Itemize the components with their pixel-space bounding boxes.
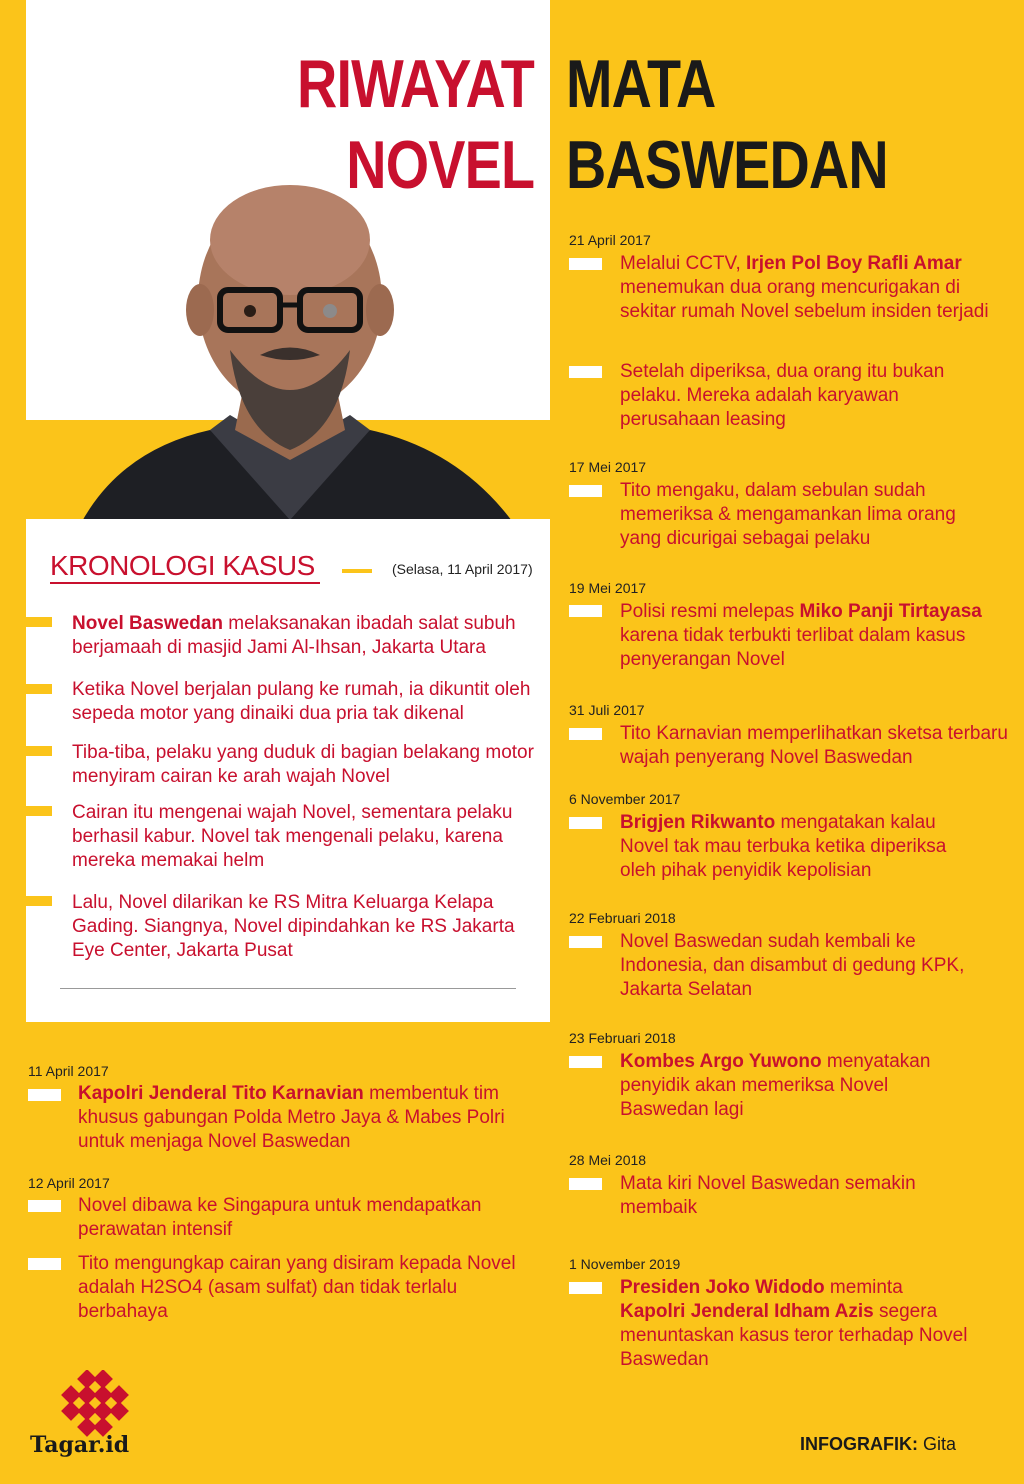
credit bbox=[800, 1434, 956, 1455]
timeline-date: 22 Februari 2018 bbox=[569, 910, 676, 926]
timeline-entry-bold: Kapolri Jenderal Idham Azis bbox=[620, 1301, 874, 1322]
timeline-entry bbox=[78, 1194, 548, 1242]
kronologi-item bbox=[72, 891, 542, 963]
timeline-entry-text: menyatakan penyidik akan memeriksa Novel Baswedan lagi bbox=[620, 1051, 931, 1120]
timeline-date: 23 Februari 2018 bbox=[569, 1030, 676, 1046]
timeline-entry bbox=[620, 479, 1000, 551]
left-ear bbox=[186, 284, 214, 336]
kronologi-item-text: melaksanakan ibadah salat subuh berjamaah di masjid Jami Al-Ihsan, Jakarta Utara bbox=[72, 613, 516, 658]
timeline-marker bbox=[569, 258, 602, 270]
timeline-entry-text: Novel dibawa ke Singapura untuk mendapatkan perawatan intensif bbox=[78, 1195, 482, 1240]
timeline-date: 31 Juli 2017 bbox=[569, 702, 645, 718]
timeline-entry-text: Tito mengaku, dalam sebulan sudah memeriksa & mengamankan lima orang yang dicurigai sebagai pelaku bbox=[620, 480, 956, 549]
timeline-entry-text: meminta bbox=[824, 1277, 903, 1298]
timeline-entry-text: Tito mengungkap cairan yang disiram kepada Novel adalah H2SO4 (asam sulfat) dan tidak terlalu berbahaya bbox=[78, 1253, 516, 1322]
timeline-entry-bold: Miko Panji Tirtayasa bbox=[799, 601, 982, 622]
timeline-date: 1 November 2019 bbox=[569, 1256, 681, 1272]
list-marker bbox=[26, 684, 52, 694]
right-ear bbox=[366, 284, 394, 336]
kronologi-item bbox=[72, 612, 542, 660]
left-eye bbox=[244, 305, 256, 317]
timeline-entry-bold: Kapolri Jenderal Tito Karnavian bbox=[78, 1083, 364, 1104]
timeline-entry-bold: Irjen Pol Boy Rafli Amar bbox=[746, 253, 962, 274]
kronologi-underline bbox=[50, 582, 320, 584]
timeline-entry bbox=[620, 930, 1000, 1002]
timeline-entry bbox=[620, 1050, 980, 1122]
list-marker bbox=[26, 746, 52, 756]
timeline-entry-text: Mata kiri Novel Baswedan semakin membaik bbox=[620, 1173, 916, 1218]
timeline-entry-text: karena tidak terbukti terlibat dalam kasus penyerangan Novel bbox=[620, 625, 966, 670]
timeline-marker bbox=[569, 728, 602, 740]
kronologi-item bbox=[72, 801, 542, 873]
timeline-entry-text: mengatakan kalau Novel tak mau terbuka ketika diperiksa oleh pihak penyidik kepolisian bbox=[620, 812, 947, 881]
timeline-entry bbox=[620, 360, 980, 432]
timeline-date: 12 April 2017 bbox=[28, 1175, 110, 1191]
timeline-entry bbox=[620, 600, 1000, 672]
timeline-marker bbox=[569, 1056, 602, 1068]
kronologi-item-text: Tiba-tiba, pelaku yang duduk di bagian belakang motor menyiram cairan ke arah wajah Novel bbox=[72, 742, 534, 787]
kronologi-item bbox=[72, 678, 542, 726]
portrait-photo bbox=[60, 180, 520, 525]
timeline-entry bbox=[620, 1276, 980, 1372]
kronologi-dash bbox=[342, 569, 372, 573]
timeline-entry-text: Setelah diperiksa, dua orang itu bukan pelaku. Mereka adalah karyawan perusahaan leasing bbox=[620, 361, 945, 430]
timeline-entry bbox=[620, 722, 1010, 770]
title-baswedan: BASWEDAN bbox=[566, 127, 888, 203]
kronologi-item-text: Cairan itu mengenai wajah Novel, sementara pelaku berhasil kabur. Novel tak mengenali pelaku, karena mereka memakai helm bbox=[72, 802, 513, 871]
right-eye bbox=[323, 304, 337, 318]
title-riwayat: RIWAYAT bbox=[297, 46, 534, 122]
timeline-entry bbox=[78, 1252, 548, 1324]
timeline-entry bbox=[620, 811, 980, 883]
timeline-entry-pre: Polisi resmi melepas bbox=[620, 601, 800, 622]
timeline-marker bbox=[28, 1200, 61, 1212]
title-mata: MATA bbox=[566, 46, 716, 122]
timeline-entry-text: membentuk tim khusus gabungan Polda Metro Jaya & Mabes Polri untuk menjaga Novel Baswedan bbox=[78, 1083, 505, 1152]
timeline-entry-bold: Kombes Argo Yuwono bbox=[620, 1051, 822, 1072]
list-marker bbox=[26, 617, 52, 627]
timeline-marker bbox=[569, 817, 602, 829]
timeline-entry bbox=[620, 252, 1000, 324]
timeline-marker bbox=[28, 1089, 61, 1101]
timeline-entry-text: menemukan dua orang mencurigakan di sekitar rumah Novel sebelum insiden terjadi bbox=[620, 277, 989, 322]
timeline-entry bbox=[78, 1082, 548, 1154]
timeline-marker bbox=[569, 366, 602, 378]
timeline-date: 6 November 2017 bbox=[569, 791, 681, 807]
timeline-marker bbox=[28, 1258, 61, 1270]
timeline-entry-text: Tito Karnavian memperlihatkan sketsa terbaru wajah penyerang Novel Baswedan bbox=[620, 723, 1008, 768]
kronologi-item bbox=[72, 741, 542, 789]
timeline-marker bbox=[569, 936, 602, 948]
title-novel: NOVEL bbox=[346, 127, 534, 203]
kronologi-date: (Selasa, 11 April 2017) bbox=[392, 561, 533, 577]
kronologi-heading: KRONOLOGI KASUS bbox=[50, 550, 315, 581]
kronologi-item-bold: Novel Baswedan bbox=[72, 613, 223, 634]
list-marker bbox=[26, 806, 52, 816]
kronologi-separator bbox=[60, 988, 516, 989]
timeline-entry-bold: Brigjen Rikwanto bbox=[620, 812, 776, 833]
credit-name: Gita bbox=[917, 1434, 956, 1454]
timeline-date: 28 Mei 2018 bbox=[569, 1152, 647, 1168]
timeline-entry-text: segera menuntaskan kasus teror terhadap Novel Baswedan bbox=[620, 1301, 968, 1370]
timeline-marker bbox=[569, 605, 602, 617]
logo-text: Tagar.id bbox=[30, 1432, 130, 1458]
timeline-entry-pre: Melalui CCTV, bbox=[620, 253, 747, 274]
timeline-marker bbox=[569, 1282, 602, 1294]
timeline-date: 19 Mei 2017 bbox=[569, 580, 647, 596]
list-marker bbox=[26, 896, 52, 906]
kronologi-item-text: Lalu, Novel dilarikan ke RS Mitra Keluarga Kelapa Gading. Siangnya, Novel dipindahkan ke RS Jakarta Eye Center, Jakarta Pusat bbox=[72, 892, 515, 961]
timeline-date: 11 April 2017 bbox=[28, 1063, 109, 1079]
scalp-highlight bbox=[210, 185, 370, 295]
timeline-date: 21 April 2017 bbox=[569, 232, 651, 248]
timeline-date: 17 Mei 2017 bbox=[569, 459, 647, 475]
kronologi-item-text: Ketika Novel berjalan pulang ke rumah, ia dikuntit oleh sepeda motor yang dinaiki dua pria tak dikenal bbox=[72, 679, 531, 724]
credit-label: INFOGRAFIK: bbox=[800, 1434, 918, 1454]
timeline-marker bbox=[569, 1178, 602, 1190]
timeline-entry bbox=[620, 1172, 960, 1220]
timeline-entry-text: Novel Baswedan sudah kembali ke Indonesia, dan disambut di gedung KPK, Jakarta Selatan bbox=[620, 931, 965, 1000]
timeline-marker bbox=[569, 485, 602, 497]
timeline-entry-bold: Presiden Joko Widodo bbox=[620, 1277, 825, 1298]
